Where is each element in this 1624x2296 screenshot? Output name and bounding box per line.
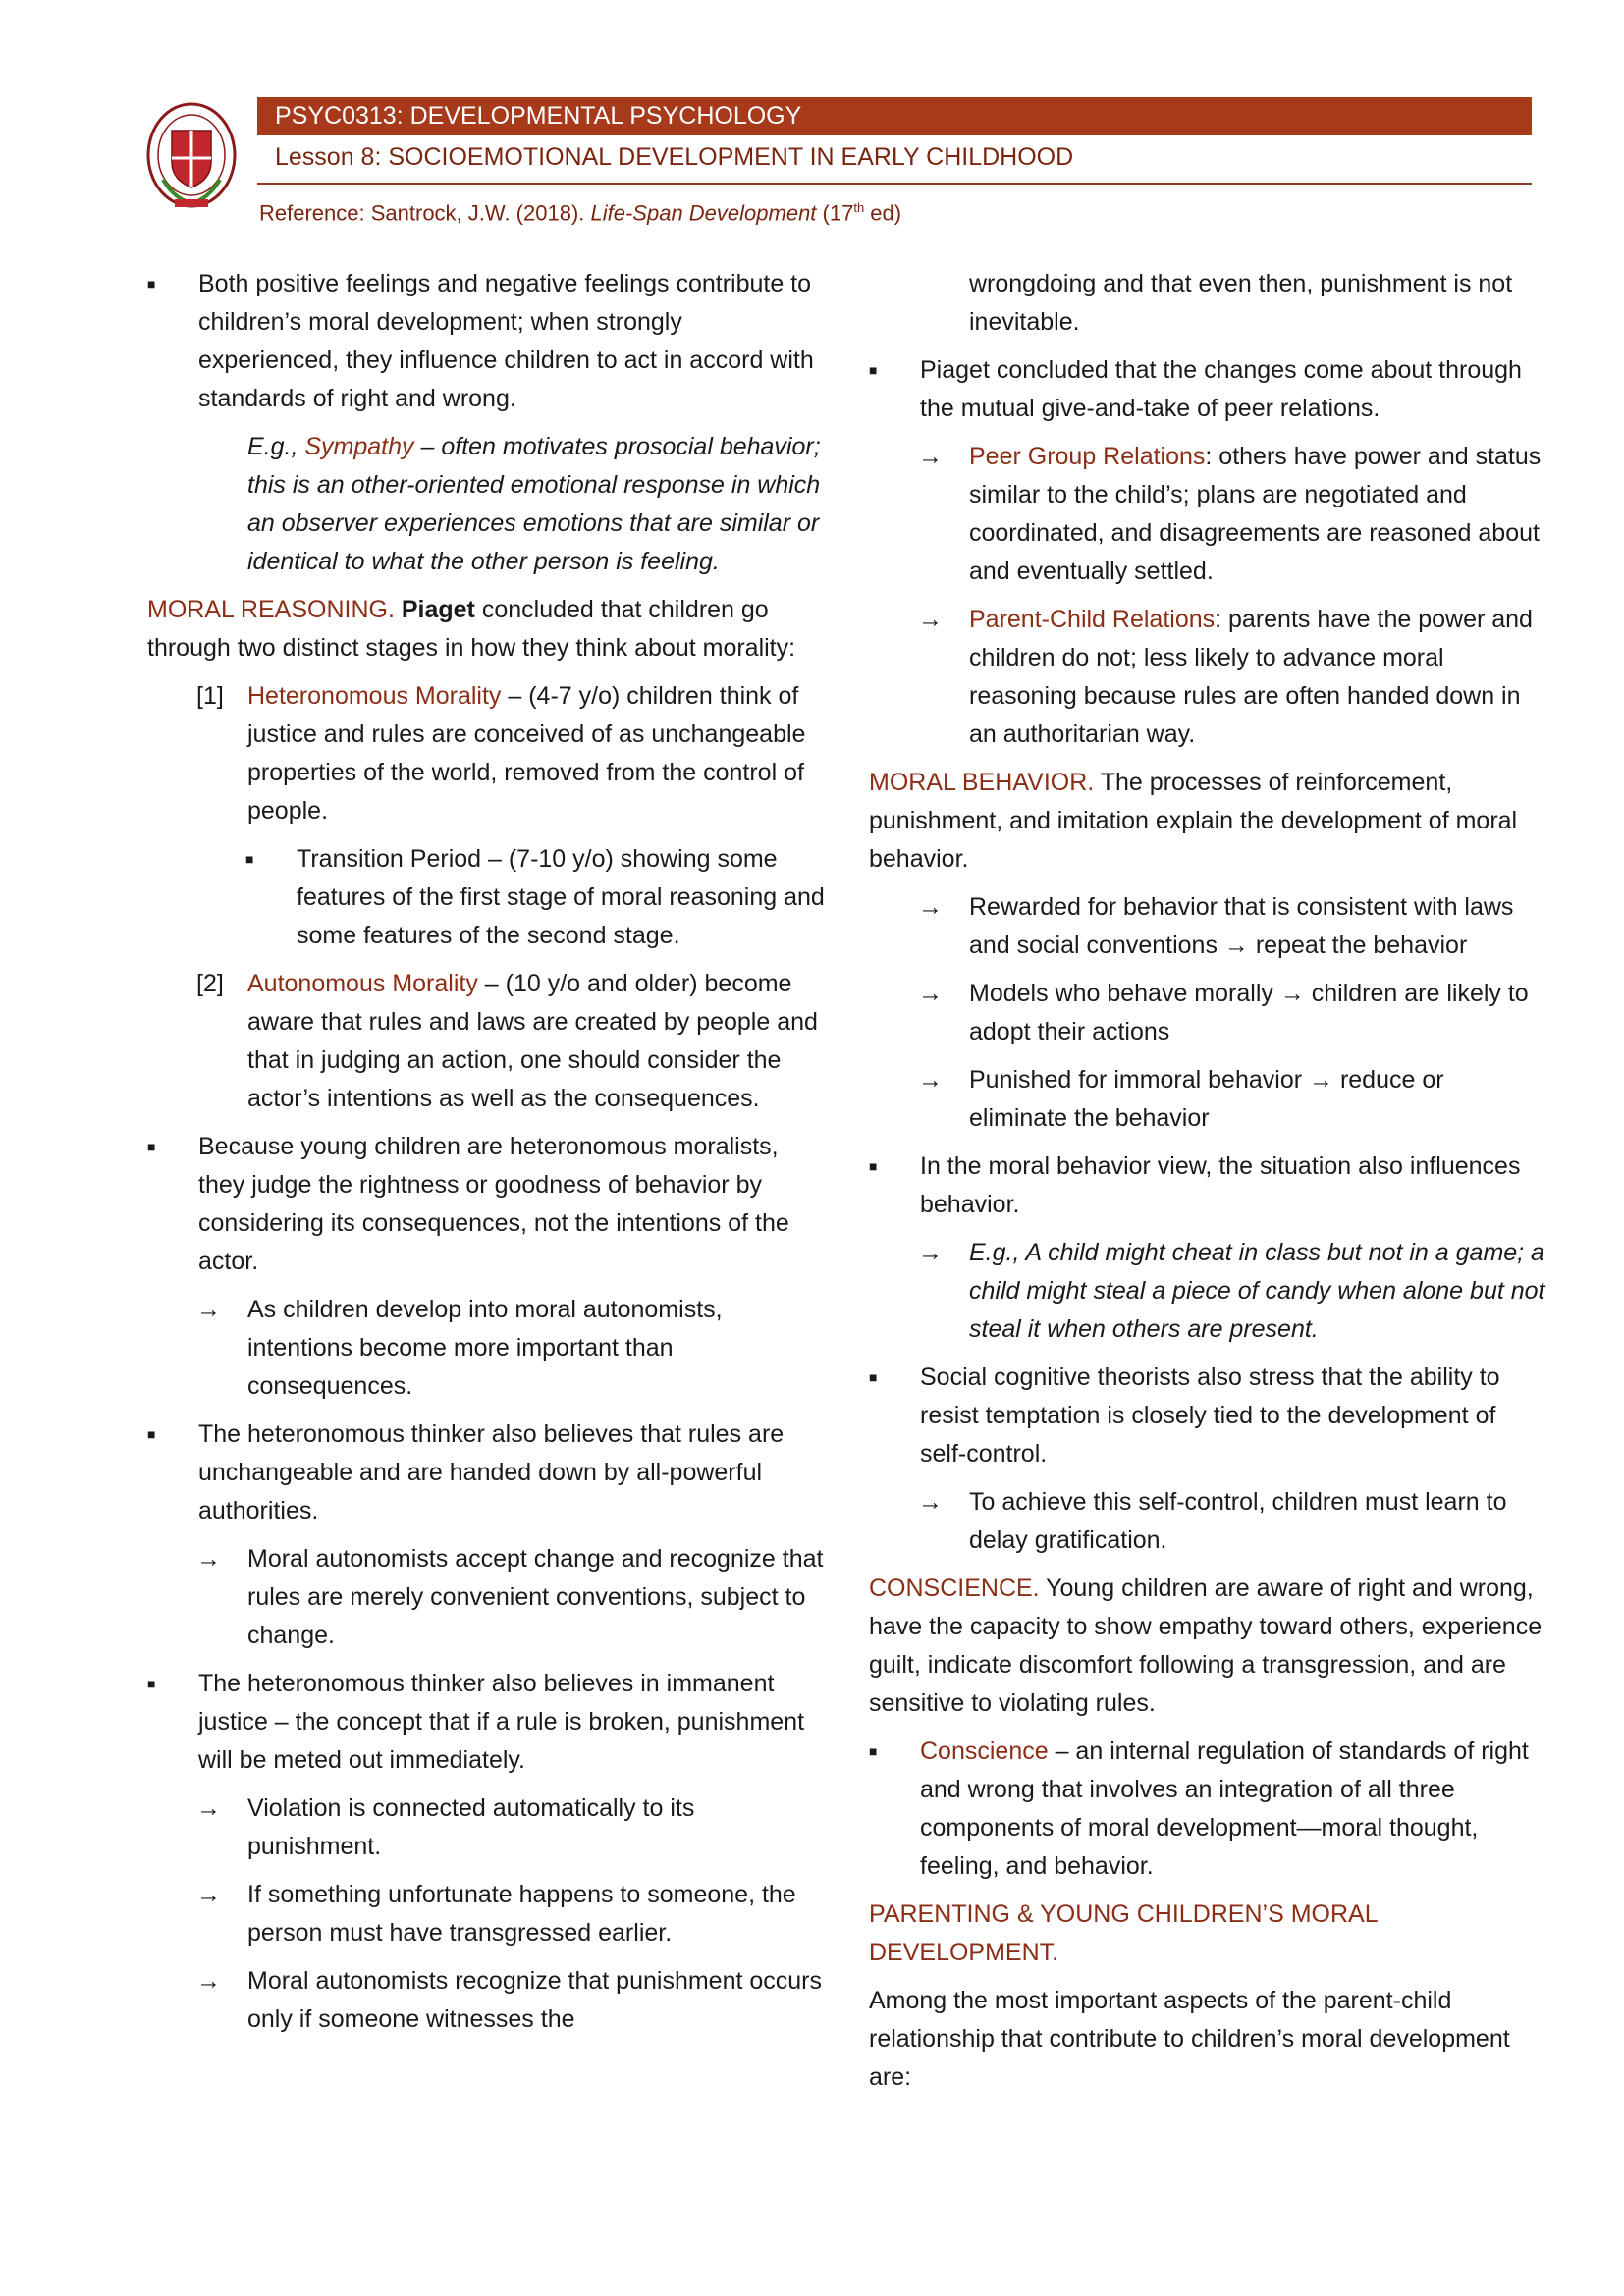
list-number: [2] (196, 970, 224, 997)
text-run: Rewarded for behavior that is consistent with laws and social conventions → repeat the behavior (969, 893, 1514, 959)
header-divider (257, 183, 1532, 185)
paragraph (869, 1570, 1546, 1723)
arrow-item (869, 1061, 1546, 1138)
list-number: [1] (196, 682, 224, 710)
arrow-item (869, 1234, 1546, 1349)
bullet-item (147, 1128, 825, 1281)
bullet-item (869, 1148, 1546, 1224)
arrow-item (869, 975, 1546, 1051)
bullet-item (869, 351, 1546, 428)
bullet-item (147, 1665, 825, 1780)
arrow-item (869, 601, 1546, 754)
arrow-icon: → (918, 1488, 943, 1516)
text-run: Young children are aware of right and wrong, have the capacity to show empathy toward others, experience guilt, indicate discomfort following a transgression, and are sensitive to violating rules. (869, 1575, 1543, 1717)
paragraph (869, 764, 1546, 879)
university-seal-logo (145, 101, 238, 221)
section-heading: MORAL REASONING. (147, 596, 395, 623)
text-run: The heteronomous thinker also believes in immanent justice – the concept that if a rule is broken, punishment will be meted out immediately. (198, 1670, 805, 1774)
key-term: Autonomous Morality (247, 970, 478, 997)
text-run: If something unfortunate happens to someone, the person must have transgressed earlier. (247, 1881, 796, 1947)
section-heading: MORAL BEHAVIOR. (869, 769, 1095, 796)
text-run: Because young children are heteronomous moralists, they judge the rightness or goodness of behavior by considering its consequences, not the intentions of the actor. (198, 1133, 789, 1275)
key-term: Sympathy (304, 433, 414, 460)
bullet-item (147, 1415, 825, 1530)
bullet-icon: ■ (869, 362, 878, 378)
text-run: Both positive feelings and negative feelings contribute to children’s moral development; when strongly experienced, they influence children to act in accord with standards of right and wrong. (198, 270, 814, 412)
key-term: Peer Group Relations (969, 443, 1206, 470)
arrow-item (869, 888, 1546, 965)
num-item (147, 677, 825, 830)
text-run: Violation is connected automatically to its punishment. (247, 1794, 695, 1860)
key-term: Conscience (920, 1737, 1049, 1765)
right-column (869, 265, 1546, 2107)
cont-item (869, 265, 1546, 342)
reference-edition: (17 (816, 200, 854, 226)
paragraph (869, 1982, 1546, 2097)
bullet-item (869, 1359, 1546, 1473)
arrow-item (147, 1291, 825, 1406)
bullet-item (147, 265, 825, 418)
key-term: Parent-Child Relations (969, 606, 1216, 633)
arrow-icon: → (918, 443, 943, 470)
text-run: : parents have the power and children do not; less likely to advance moral reasoning because rules are often handed down in an authoritarian way. (969, 606, 1533, 748)
arrow-icon: → (918, 1066, 943, 1094)
text-run: Among the most important aspects of the parent-child relationship that contribute to children’s moral development are: (869, 1987, 1510, 2091)
section-heading: PARENTING & YOUNG CHILDREN’S MORAL DEVELOPMENT. (869, 1900, 1378, 1966)
lesson-title: Lesson 8: SOCIOEMOTIONAL DEVELOPMENT IN EARLY CHILDHOOD (275, 143, 1074, 171)
arrow-item (869, 1483, 1546, 1560)
paragraph (147, 591, 825, 667)
arrow-icon: → (196, 1794, 221, 1822)
section-heading: CONSCIENCE. (869, 1575, 1040, 1602)
text-run: Moral autonomists recognize that punishment occurs only if someone witnesses the (247, 1967, 823, 2033)
text-run: E.g., A child might cheat in class but not in a game; a child might steal a piece of candy when alone but not steal it when others are present. (969, 1239, 1545, 1343)
course-title-banner: PSYC0313: DEVELOPMENTAL PSYCHOLOGY (257, 97, 1532, 135)
note-item (147, 428, 825, 581)
bullet-item (869, 1733, 1546, 1886)
arrow-item (147, 1540, 825, 1655)
text-run: Social cognitive theorists also stress that the ability to resist temptation is closely tied to the development of self-control. (920, 1363, 1500, 1468)
text-run: As children develop into moral autonomists, intentions become more important than consequences. (247, 1296, 723, 1400)
left-column (147, 265, 825, 2049)
text-run: Piaget concluded that the changes come about through the mutual give-and-take of peer relations. (920, 356, 1522, 422)
reference-label: Reference (259, 200, 359, 226)
text-run: Piaget (394, 596, 475, 623)
bullet-icon: ■ (147, 276, 156, 292)
bullet-icon: ■ (147, 1139, 156, 1154)
arrow-icon: → (196, 1296, 221, 1323)
text-run: – (4-7 y/o) children think of justice and rules are conceived of as unchangeable properties of the world, removed from the control of people. (247, 682, 806, 825)
text-run: The heteronomous thinker also believes that rules are unchangeable and are handed down by all-powerful authorities. (198, 1420, 785, 1524)
text-run: : others have power and status similar to the child’s; plans are negotiated and coordinated, and disagreements are reasoned about and eventually settled. (969, 443, 1542, 585)
reference-edition-sup: th (853, 200, 865, 215)
reference-edition-end: ed) (864, 200, 902, 226)
text-run: wrongdoing and that even then, punishment is not inevitable. (969, 270, 1513, 336)
num-item (147, 965, 825, 1118)
text-run: – (10 y/o and older) become aware that rules and laws are created by people and that in judging an action, one should consider the actor’s intentions as well as the consequences. (247, 970, 818, 1112)
arrow-item (147, 1962, 825, 2039)
text-run: Moral autonomists accept change and recognize that rules are merely convenient conventions, subject to change. (247, 1545, 824, 1649)
text-run: Transition Period – (7-10 y/o) showing some features of the first stage of moral reasoning and some features of the second stage. (297, 845, 825, 949)
arrow-icon: → (918, 980, 943, 1007)
text-run: – an internal regulation of standards of right and wrong that involves an integration of all three components of moral development—moral thought, feeling, and behavior. (920, 1737, 1529, 1880)
bullet-icon: ■ (147, 1676, 156, 1691)
key-term: Heteronomous Morality (247, 682, 502, 710)
bullet-icon: ■ (245, 851, 254, 867)
arrow-icon: → (196, 1545, 221, 1573)
arrow-icon: → (196, 1967, 221, 1995)
text-run: E.g., (247, 433, 305, 460)
bullet-icon: ■ (869, 1369, 878, 1385)
text-run: Models who behave morally → children are likely to adopt their actions (969, 980, 1529, 1045)
reference-text: : Santrock, J.W. (2018). (358, 200, 591, 226)
text-run: – often motivates prosocial behavior; this is an other-oriented emotional response in which an observer experiences emotions that are similar or identical to what the other person is feeling. (247, 433, 821, 575)
paragraph (869, 1896, 1546, 1972)
text-run: concluded that children go through two distinct stages in how they think about morality: (147, 596, 796, 662)
text-run: In the moral behavior view, the situation also influences behavior. (920, 1152, 1521, 1218)
sub-item (147, 840, 825, 955)
arrow-icon: → (196, 1881, 221, 1908)
reference-title: Life-Span Development (590, 200, 817, 226)
bullet-icon: ■ (869, 1158, 878, 1174)
arrow-icon: → (918, 1239, 943, 1266)
reference-line (259, 200, 901, 226)
text-run: Punished for immoral behavior → reduce or eliminate the behavior (969, 1066, 1444, 1132)
text-run: The processes of reinforcement, punishment, and imitation explain the development of moral behavior. (869, 769, 1518, 873)
text-run: To achieve this self-control, children must learn to delay gratification. (969, 1488, 1507, 1554)
arrow-icon: → (918, 606, 943, 633)
arrow-item (147, 1876, 825, 1952)
arrow-icon: → (918, 893, 943, 921)
arrow-item (147, 1789, 825, 1866)
bullet-icon: ■ (869, 1743, 878, 1759)
arrow-item (869, 438, 1546, 591)
bullet-icon: ■ (147, 1426, 156, 1442)
